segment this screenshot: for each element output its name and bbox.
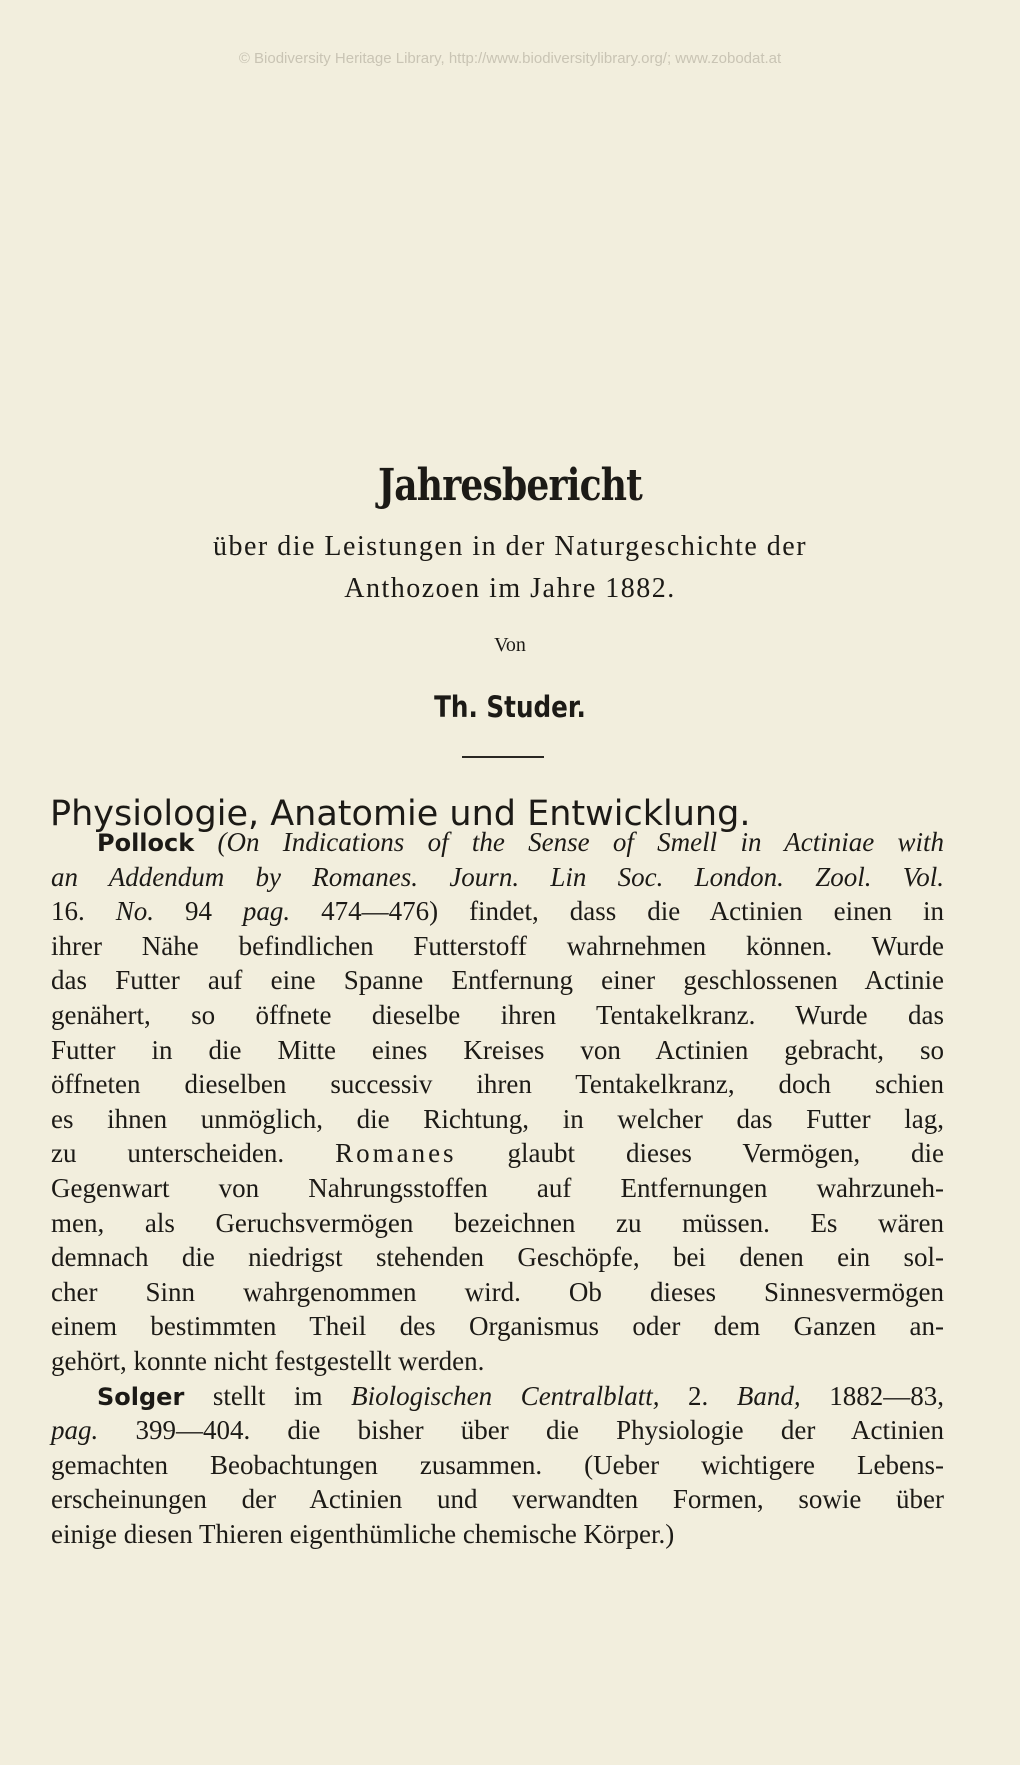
p1-line-7: Futter in die Mitte eines Kreises von Actinien gebracht, so	[51, 1034, 944, 1065]
p2-l1f: 1882—83,	[800, 1380, 945, 1411]
p2-line-2	[51, 1413, 944, 1448]
p2-line-5: einige diesen Thieren eigenthümliche chemische Körper.)	[51, 1518, 675, 1549]
body-text	[51, 825, 944, 1551]
subtitle	[0, 526, 1020, 610]
p1-line-16: gehört, konnte nicht festgestellt werden.	[51, 1345, 485, 1376]
citation-title: (On Indications of the Sense of Smell in Actiniae with	[217, 827, 945, 857]
divider-rule	[462, 756, 544, 758]
p1-line-15: einem bestimmten Theil des Organismus oder dem Ganzen an-	[51, 1311, 944, 1342]
p1-l10c: glaubt dieses Vermögen, die	[507, 1138, 945, 1169]
author-name: Th. Studer.	[434, 690, 586, 724]
p1-line-9: es ihnen unmöglich, die Richtung, in welcher das Futter lag,	[51, 1103, 944, 1134]
p2-line-1	[51, 1379, 944, 1414]
p2-l1e: Band,	[736, 1380, 801, 1411]
watermark: © Biodiversity Heritage Library, http://www.biodiversitylibrary.org/; www.zobodat.at	[238, 50, 782, 67]
author-ref-romanes: Romanes	[335, 1138, 457, 1169]
p1-l3e: 474—476) findet, dass die Actinien einen in	[290, 896, 945, 927]
p1-l10a: zu unterscheiden.	[51, 1138, 285, 1169]
p1-l3a: 16.	[51, 896, 116, 927]
author-ref-pollock: Pollock	[97, 829, 195, 857]
p1-line-5: das Futter auf eine Spanne Entfernung einer geschlossenen Actinie	[51, 965, 944, 996]
p1-line-12: men, als Geruchsvermögen bezeichnen zu müssen. Es wären	[51, 1207, 944, 1238]
p2-line-3: gemachten Beobachtungen zusammen. (Ueber wichtigere Lebens-	[51, 1449, 944, 1480]
page-title: Jahresbericht	[377, 460, 643, 511]
p1-line-13: demnach die niedrigst stehenden Geschöpfe, bei denen ein sol-	[51, 1242, 944, 1273]
p2-l1d: 2.	[659, 1380, 737, 1411]
p1-line-3	[51, 894, 944, 929]
p1-l3b: No.	[115, 896, 154, 927]
subtitle-line-1: über die Leistungen in der Naturgeschichte der	[212, 531, 808, 562]
p1-l3c: 94	[153, 896, 243, 927]
p2-l2a: pag.	[51, 1415, 99, 1446]
author-ref-solger: Solger	[97, 1382, 185, 1411]
p1-line-14: cher Sinn wahrgenommen wird. Ob dieses Sinnesvermögen	[51, 1276, 944, 1307]
p1-line-1	[51, 825, 944, 860]
p1-line-11: Gegenwart von Nahrungsstoffen auf Entfernungen wahrzuneh-	[51, 1172, 944, 1203]
section-heading: Physiologie, Anatomie und Entwicklung.	[50, 794, 751, 834]
p1-line-4: ihrer Nähe befindlichen Futterstoff wahrnehmen können. Wurde	[51, 930, 944, 961]
subtitle-line-2: Anthozoen im Jahre 1882.	[344, 573, 676, 604]
p2-l2b: 399—404. die bisher über die Physiologie der Actinien	[98, 1415, 944, 1446]
p1-line-8: öffneten dieselben successiv ihren Tentakelkranz, doch schien	[51, 1069, 944, 1100]
journal-title: Biologischen Centralblatt,	[351, 1380, 660, 1411]
p1-l3d: pag.	[242, 896, 291, 927]
p1-line-6: genähert, so öffnete dieselbe ihren Tentakelkranz. Wurde das	[51, 999, 944, 1030]
p2-l1b: stellt im	[184, 1380, 352, 1411]
p2-line-4: erscheinungen der Actinien und verwandten Formen, sowie über	[51, 1484, 944, 1515]
p1-line-2: an Addendum by Romanes. Journ. Lin Soc. London. Zool. Vol.	[51, 861, 944, 892]
p1-line-10	[51, 1136, 944, 1171]
byline-von: Von	[494, 634, 526, 656]
